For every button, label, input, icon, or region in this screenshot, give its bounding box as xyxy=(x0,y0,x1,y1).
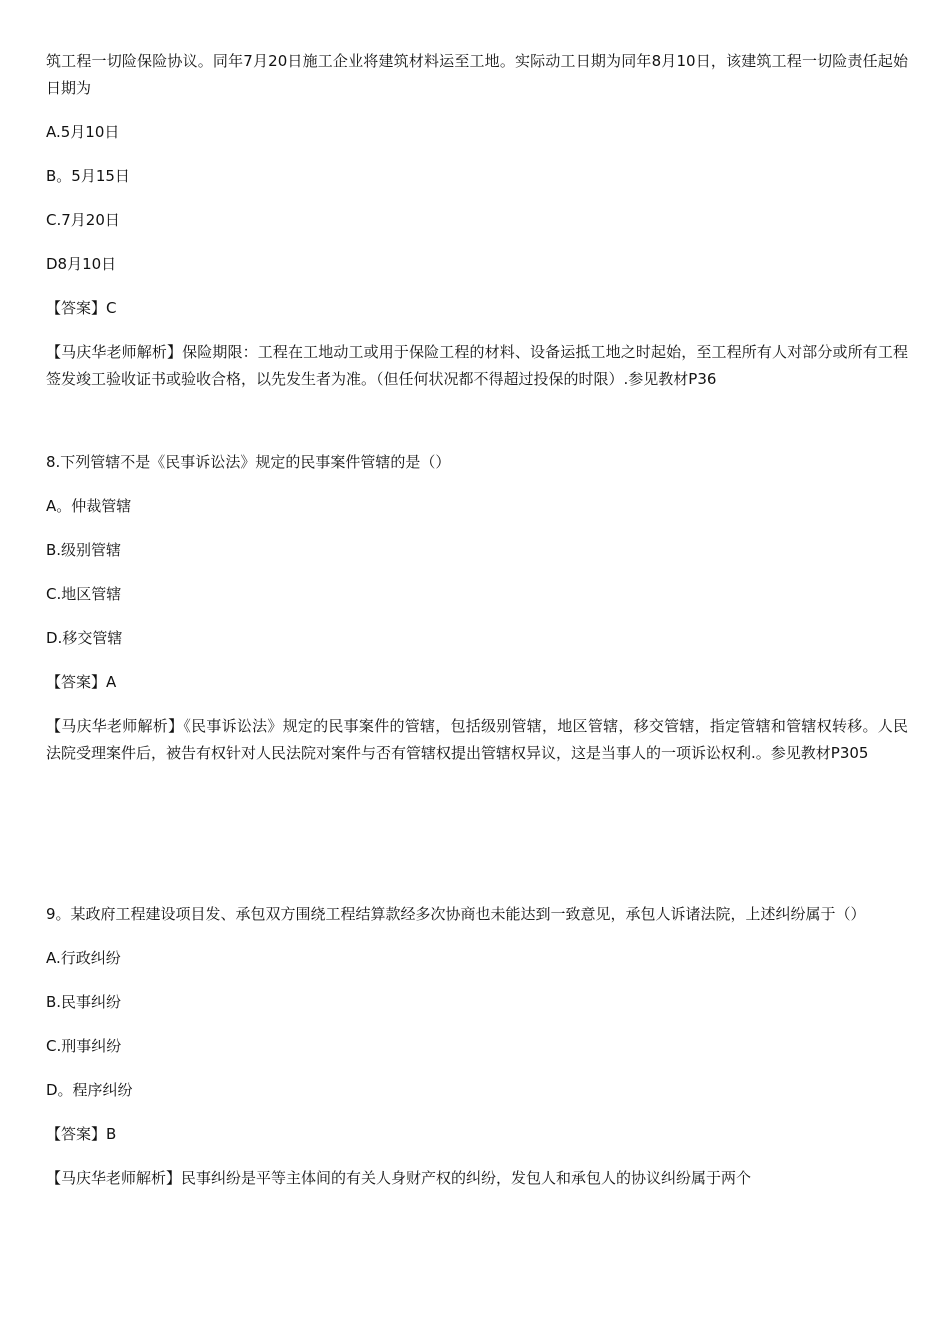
q9-option-b: B.民事纠纷 xyxy=(46,993,122,1011)
q9-analysis: 【马庆华老师解析】民事纠纷是平等主体间的有关人身财产权的纠纷，发包人和承包人的协议纠纷属于两个 xyxy=(46,1169,752,1187)
q9-option-c: C.刑事纠纷 xyxy=(46,1037,122,1055)
document-page xyxy=(46,48,908,1192)
q8-stem: 8.下列管辖不是《民事诉讼法》规定的民事案件管辖的是（） xyxy=(46,453,451,471)
q9-answer: 【答案】B xyxy=(46,1125,117,1143)
q8-answer: 【答案】A xyxy=(46,673,117,691)
q7-stem: 筑工程一切险保险协议。同年7月20日施工企业将建筑材料运至工地。实际动工日期为同年8月10日，该建筑工程一切险责任起始日期为 xyxy=(46,52,908,97)
q9-option-a: A.行政纠纷 xyxy=(46,949,121,967)
q7-analysis: 【马庆华老师解析】保险期限：工程在工地动工或用于保险工程的材料、设备运抵工地之时起始，至工程所有人对部分或所有工程签发竣工验收证书或验收合格，以先发生者为准。（但任何状况都不得超过投保的时限）.参见教材P36 xyxy=(46,343,908,388)
q8-option-c: C.地区管辖 xyxy=(46,585,122,603)
q8-option-a: A。仲裁管辖 xyxy=(46,497,132,515)
q8-option-b: B.级别管辖 xyxy=(46,541,122,559)
q7-option-d: D8月10日 xyxy=(46,255,117,273)
q9-option-d: D。程序纠纷 xyxy=(46,1081,133,1099)
q7-answer: 【答案】C xyxy=(46,299,117,317)
q7-option-c: C.7月20日 xyxy=(46,211,120,229)
q8-option-d: D.移交管辖 xyxy=(46,629,123,647)
q8-analysis: 【马庆华老师解析】《民事诉讼法》规定的民事案件的管辖，包括级别管辖，地区管辖，移交管辖，指定管辖和管辖权转移。人民法院受理案件后，被告有权针对人民法院对案件与否有管辖权提出管辖权异议，这是当事人的一项诉讼权利.。参见教材P305 xyxy=(46,717,908,762)
q9-stem: 9。某政府工程建设项目发、承包双方围绕工程结算款经多次协商也未能达到一致意见，承包人诉诸法院，上述纠纷属于（） xyxy=(46,905,866,923)
q7-option-a: A.5月10日 xyxy=(46,123,120,141)
q7-option-b: B。5月15日 xyxy=(46,167,130,185)
